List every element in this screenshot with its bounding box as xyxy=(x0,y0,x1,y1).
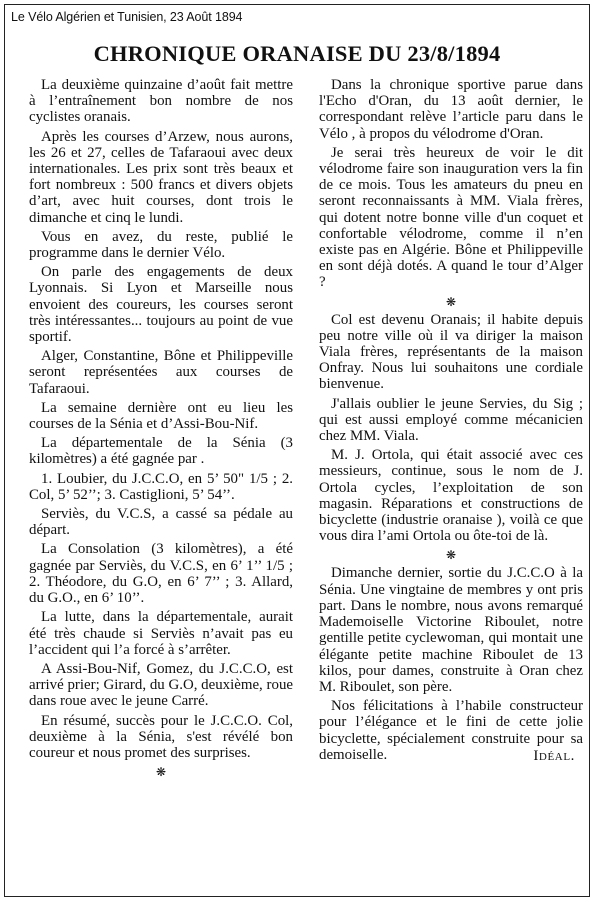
paragraph: En résumé, succès pour le J.C.C.O. Col, deuxième à la Sénia, s'est révélé bon coureur et nous promet des surprises. xyxy=(29,712,293,761)
paragraph: J'allais oublier le jeune Servies, du Sig ; qui est aussi employé comme mécanicien chez MM. Viala. xyxy=(319,395,583,445)
paragraph: Col est devenu Oranais; il habite depuis peu notre ville où il va diriger la maison Viala frères, représentants de la maison Onfray. Nous lui souhaitons une cordiale bienvenue. xyxy=(319,311,583,393)
right-column xyxy=(319,77,583,764)
paragraph: Nos félicitations à l’habile constructeur pour l’élégance et le fini de cette jolie bicyclette, spécialement construite pour sa demoiselle. xyxy=(319,698,583,763)
paragraph: 1. Loubier, du J.C.C.O, en 5’ 50" 1/5 ; 2. Col, 5’ 52’’; 3. Castiglioni, 5’ 54’’. xyxy=(29,470,293,503)
paragraph: Vous en avez, du reste, publié le programme dans le dernier Vélo. xyxy=(29,228,293,262)
ornament-divider: ❋ xyxy=(445,548,457,563)
paragraph: Dans la chronique sportive parue dans l'Echo d'Oran, du 13 août dernier, le correspondant relève l’article paru dans le Vélo , à propos du vélodrome d'Oran. xyxy=(319,77,583,142)
source-line: Le Vélo Algérien et Tunisien, 23 Août 1894 xyxy=(11,10,243,24)
newspaper-page xyxy=(4,4,590,897)
article-title: CHRONIQUE ORANAISE DU 23/8/1894 xyxy=(93,41,501,66)
paragraph: Dimanche dernier, sortie du J.C.C.O à la Sénia. Une vingtaine de membres y ont pris part. Dans le nombre, nous avons remarqué Mademoiselle Victorine Riboulet, notre gentille petite cyclewoman, qui montait une élégante petite machine Riboulet de 13 kilos, pour dames, construite à Oran chez M. Riboulet, son père. xyxy=(319,565,583,695)
ornament-divider: ❋ xyxy=(445,294,457,309)
ornament-divider: ❋ xyxy=(155,765,167,780)
paragraph: La deuxième quinzaine d’août fait mettre à l’entraînement bon nombre de nos cyclistes oranais. xyxy=(29,77,293,126)
paragraph: Alger, Constantine, Bône et Philippeville seront représentées aux courses de Tafaraoui. xyxy=(29,348,293,397)
paragraph: Je serai très heureux de voir le dit vélodrome faire son inauguration vers la fin de ce mois. Tous les amateurs du pneu en seront reconnaissants à MM. Viala frères, qui dotent notre bonne ville d'un coquet et confortable vélodrome, comme il n’en existe pas en Algérie. Bône et Philippeville en sont déjà dotés. A quand le tour d’Alger ? xyxy=(319,144,583,291)
paragraph: La lutte, dans la départementale, aurait été très chaude si Serviès n’avait pas eu l’accident qui l’a forcé à s’arrêter. xyxy=(29,609,293,658)
paragraph: La départementale de la Sénia (3 kilomètres) a été gagnée par . xyxy=(29,435,293,468)
left-column xyxy=(29,77,293,782)
paragraph: M. J. Ortola, qui était associé avec ces messieurs, continue, sous le nom de J. Ortola cycles, l’exploitation de son magasin. Réparations et constructions de bicyclette (industrie oranaise ), voilà ce que vous dira l’ami Ortola ou ôte-toi de là. xyxy=(319,447,583,545)
author-signature: Idéal. xyxy=(533,747,575,764)
paragraph: Serviès, du V.C.S, a cassé sa pédale au départ. xyxy=(29,506,293,539)
paragraph: A Assi-Bou-Nif, Gomez, du J.C.C.O, est arrivé prier; Girard, du G.O, deuxième, roue dans roue avec le jeune Carré. xyxy=(29,660,293,710)
paragraph: On parle des engagements de deux Lyonnais. Si Lyon et Marseille nous envoient des coureurs, les courses seront très intéressantes... toujours au point de vue sportif. xyxy=(29,264,293,346)
paragraph: La semaine dernière ont eu lieu les courses de la Sénia et d’Assi-Bou-Nif. xyxy=(29,399,293,433)
paragraph: Après les courses d’Arzew, nous aurons, les 26 et 27, celles de Tafaraoui avec deux internationales. Les prix sont très beaux et fort nombreux : 500 francs et divers objets d’art, avec huit courses, dont trois le dimanche et cinq le lundi. xyxy=(29,128,293,226)
paragraph: La Consolation (3 kilomètres), a été gagnée par Serviès, du V.C.S, en 6’ 1’’ 1/5 ; 2. Théodore, du G.O, en 6’ 7’’ ; 3. Allard, du G.O., en 6’ 10’’. xyxy=(29,541,293,607)
